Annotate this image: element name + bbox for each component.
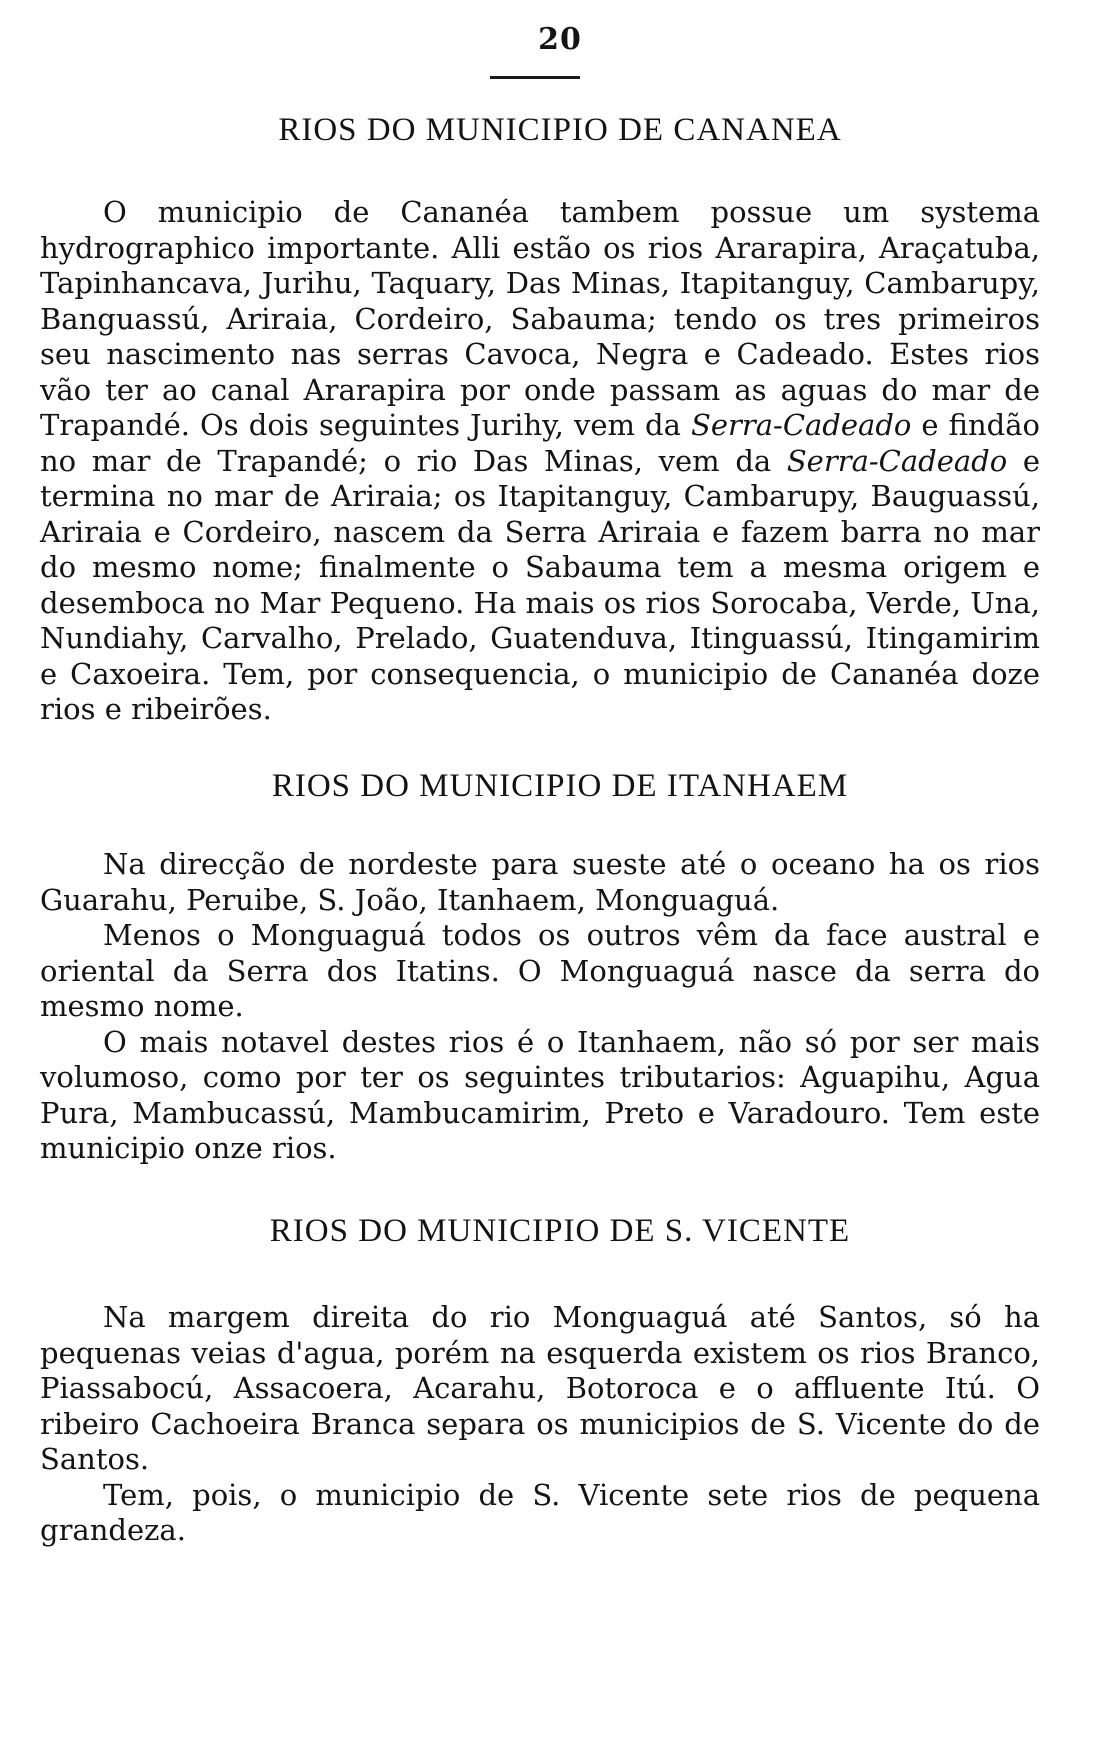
section-body (40, 195, 1040, 728)
section-heading: RIOS DO MUNICIPIO DE ITANHAEM (271, 768, 849, 804)
text-run: Na direcção de nordeste para sueste até o oceano ha os rios Guarahu, Peruibe, S. João, Itanhaem, Monguaguá. (40, 847, 1040, 917)
text-run: e termina no mar de Ariraia; os Itapitanguy, Cambarupy, Bauguassú, Ariraia e Cordeiro, nascem da Serra Ariraia e fazem barra no mar do mesmo nome; finalmente o Sabauma tem a mesma origem e desemboca no Mar Pequeno. Ha mais os rios Sorocaba, Verde, Una, Nundiahy, Carvalho, Prelado, Guatenduva, Itinguassú, Itingamirim e Caxoeira. Tem, por consequencia, o municipio de Cananéa doze rios e ribeirões. (40, 443, 1040, 726)
text-run: Na margem direita do rio Monguaguá até Santos, só ha pequenas veias d'agua, porém na esquerda existem os rios Branco, Piassabocú, Assacoera, Acarahu, Botoroca e o affluente Itú. O ribeiro Cachoeira Branca separa os municipios de S. Vicente do de Santos. (40, 1300, 1040, 1476)
paragraph (40, 918, 1040, 1025)
section-heading: RIOS DO MUNICIPIO DE CANANEA (278, 112, 842, 148)
section-itanhaem (40, 768, 1040, 1167)
section-body (40, 1300, 1040, 1549)
document-page (40, 0, 1040, 1757)
italic-place-name: Serra-Cadeado (690, 408, 912, 442)
page-number: 20 (538, 22, 582, 57)
italic-place-name: Serra-Cadeado (786, 443, 1008, 478)
section-s-vicente (40, 1213, 1040, 1549)
text-run: e findão no mar de Trapandé; o rio Das Minas, vem da (40, 408, 1040, 478)
text-run: O mais notavel destes rios é o Itanhaem, não só por ser mais volumoso, como por ter os seguintes tributarios: Aguapihu, Agua Pura, Mambucassú, Mambucamirim, Preto e Varadouro. Tem este municipio onze rios. (40, 1024, 1040, 1165)
paragraph (40, 1025, 1040, 1167)
paragraph (40, 1300, 1040, 1478)
text-run: O municipio de Cananéa tambem possue um systema hydrographico importante. Alli estão os rios Ararapira, Araçatuba, Tapinhancava, Jurihu, Taquary, Das Minas, Itapitanguy, Cambarupy, Banguassú, Ariraia, Cordeiro, Sabauma; tendo os tres primeiros seu nascimento nas serras Cavoca, Negra e Cadeado. Estes rios vão ter ao canal Ararapira por onde passam as aguas do mar de Trapandé. Os dois seguintes Jurihy, vem da (40, 195, 1040, 442)
section-body (40, 847, 1040, 1167)
page-number-rule (490, 76, 580, 79)
paragraph (40, 847, 1040, 918)
section-heading: RIOS DO MUNICIPIO DE S. VICENTE (269, 1213, 851, 1249)
section-cananea (40, 112, 1040, 728)
text-run: Menos o Monguaguá todos os outros vêm da face austral e oriental da Serra dos Itatins. O Monguaguá nasce da serra do mesmo nome. (40, 918, 1040, 1023)
text-run: Tem, pois, o municipio de S. Vicente sete rios de pequena grandeza. (40, 1477, 1040, 1547)
paragraph (40, 195, 1040, 728)
paragraph (40, 1478, 1040, 1549)
